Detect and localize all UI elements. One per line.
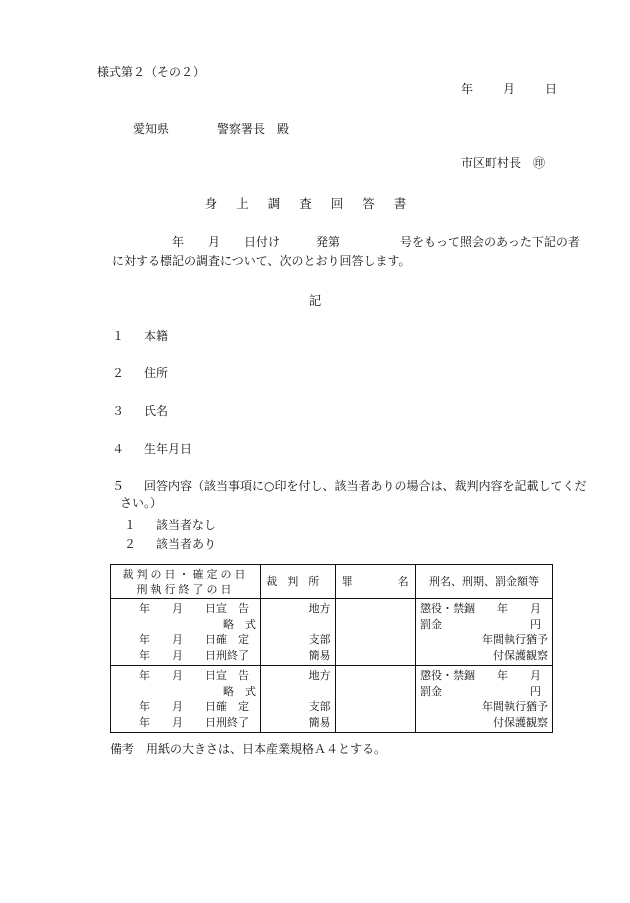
date-line <box>461 80 557 97</box>
table-row <box>111 666 553 733</box>
cell-offense <box>335 666 415 733</box>
table-row <box>111 599 553 666</box>
header-judgment-date: 裁判の日・確定の日 刑執行終了の日 <box>111 565 261 599</box>
intro-line-2: に対する標記の調査について、次のとおり回答します。 <box>112 254 411 268</box>
item-number: ２ <box>112 366 125 380</box>
option-label: 該当者あり <box>156 537 217 551</box>
item-number: ４ <box>112 442 125 456</box>
cell-offense <box>335 599 415 666</box>
item-name <box>112 402 168 419</box>
date-day: 日 <box>545 82 558 96</box>
addressee-prefecture: 愛知県 <box>133 122 170 136</box>
form-number: 様式第２（その２） <box>97 65 206 79</box>
cell-dates: 年 月 日宣 告 略 式 年 月 日確 定 年 月 日刑終了 <box>111 666 261 733</box>
cell-sentence: 懲役・禁錮 年 月 罰金 円 年間執行猶予 付保護観察 <box>416 599 553 666</box>
intro-paragraph <box>112 233 580 271</box>
item-label: 氏名 <box>144 404 169 418</box>
header-offense: 罪 名 <box>335 565 415 599</box>
sender-title: 市区町村長 <box>461 156 522 170</box>
cell-dates: 年 月 日宣 告 略 式 年 月 日確 定 年 月 日刑終了 <box>111 599 261 666</box>
item-number: ５ <box>112 479 125 493</box>
item-answer <box>112 478 587 512</box>
item-birthdate <box>112 440 192 457</box>
option-applicable <box>124 535 216 552</box>
addressee-chief: 警察署長 <box>217 122 266 136</box>
cell-court: 地方 支部 簡易 <box>260 666 335 733</box>
option-number: ２ <box>124 537 137 551</box>
document-title: 身上調査回答書 <box>204 196 426 211</box>
sender <box>461 154 545 171</box>
ki-heading: 記 <box>308 293 322 308</box>
option-none <box>124 516 216 533</box>
item-answer-line-2: さい。） <box>120 496 163 510</box>
addressee <box>133 120 289 137</box>
intro-line-1: 年 月 日付け 発第 号をもって照会のあった下記の者 <box>172 235 580 249</box>
item-answer-line-1: 回答内容（該当事項に○印を付し、該当者ありの場合は、裁判内容を記載してくだ <box>144 479 587 493</box>
addressee-honorific: 殿 <box>277 122 290 136</box>
remarks-note: 備考 用紙の大きさは、日本産業規格Ａ４とする。 <box>110 742 387 756</box>
header-court: 裁判所 <box>260 565 335 599</box>
cell-sentence: 懲役・禁錮 年 月 罰金 円 年間執行猶予 付保護観察 <box>416 666 553 733</box>
item-label: 本籍 <box>144 329 169 343</box>
header-sentence: 刑名、刑期、罰金額等 <box>416 565 553 599</box>
option-label: 該当者なし <box>156 518 217 532</box>
date-year: 年 <box>461 82 474 96</box>
item-number: １ <box>112 329 125 343</box>
table-header-row <box>111 565 553 599</box>
verdict-table <box>110 564 553 733</box>
item-label: 住所 <box>144 366 169 380</box>
seal-mark: ㊞ <box>533 156 546 170</box>
item-address <box>112 364 168 381</box>
item-honseki <box>112 327 168 344</box>
item-number: ３ <box>112 404 125 418</box>
date-month: 月 <box>503 82 516 96</box>
cell-court: 地方 支部 簡易 <box>260 599 335 666</box>
option-number: １ <box>124 518 137 532</box>
item-label: 生年月日 <box>144 442 193 456</box>
